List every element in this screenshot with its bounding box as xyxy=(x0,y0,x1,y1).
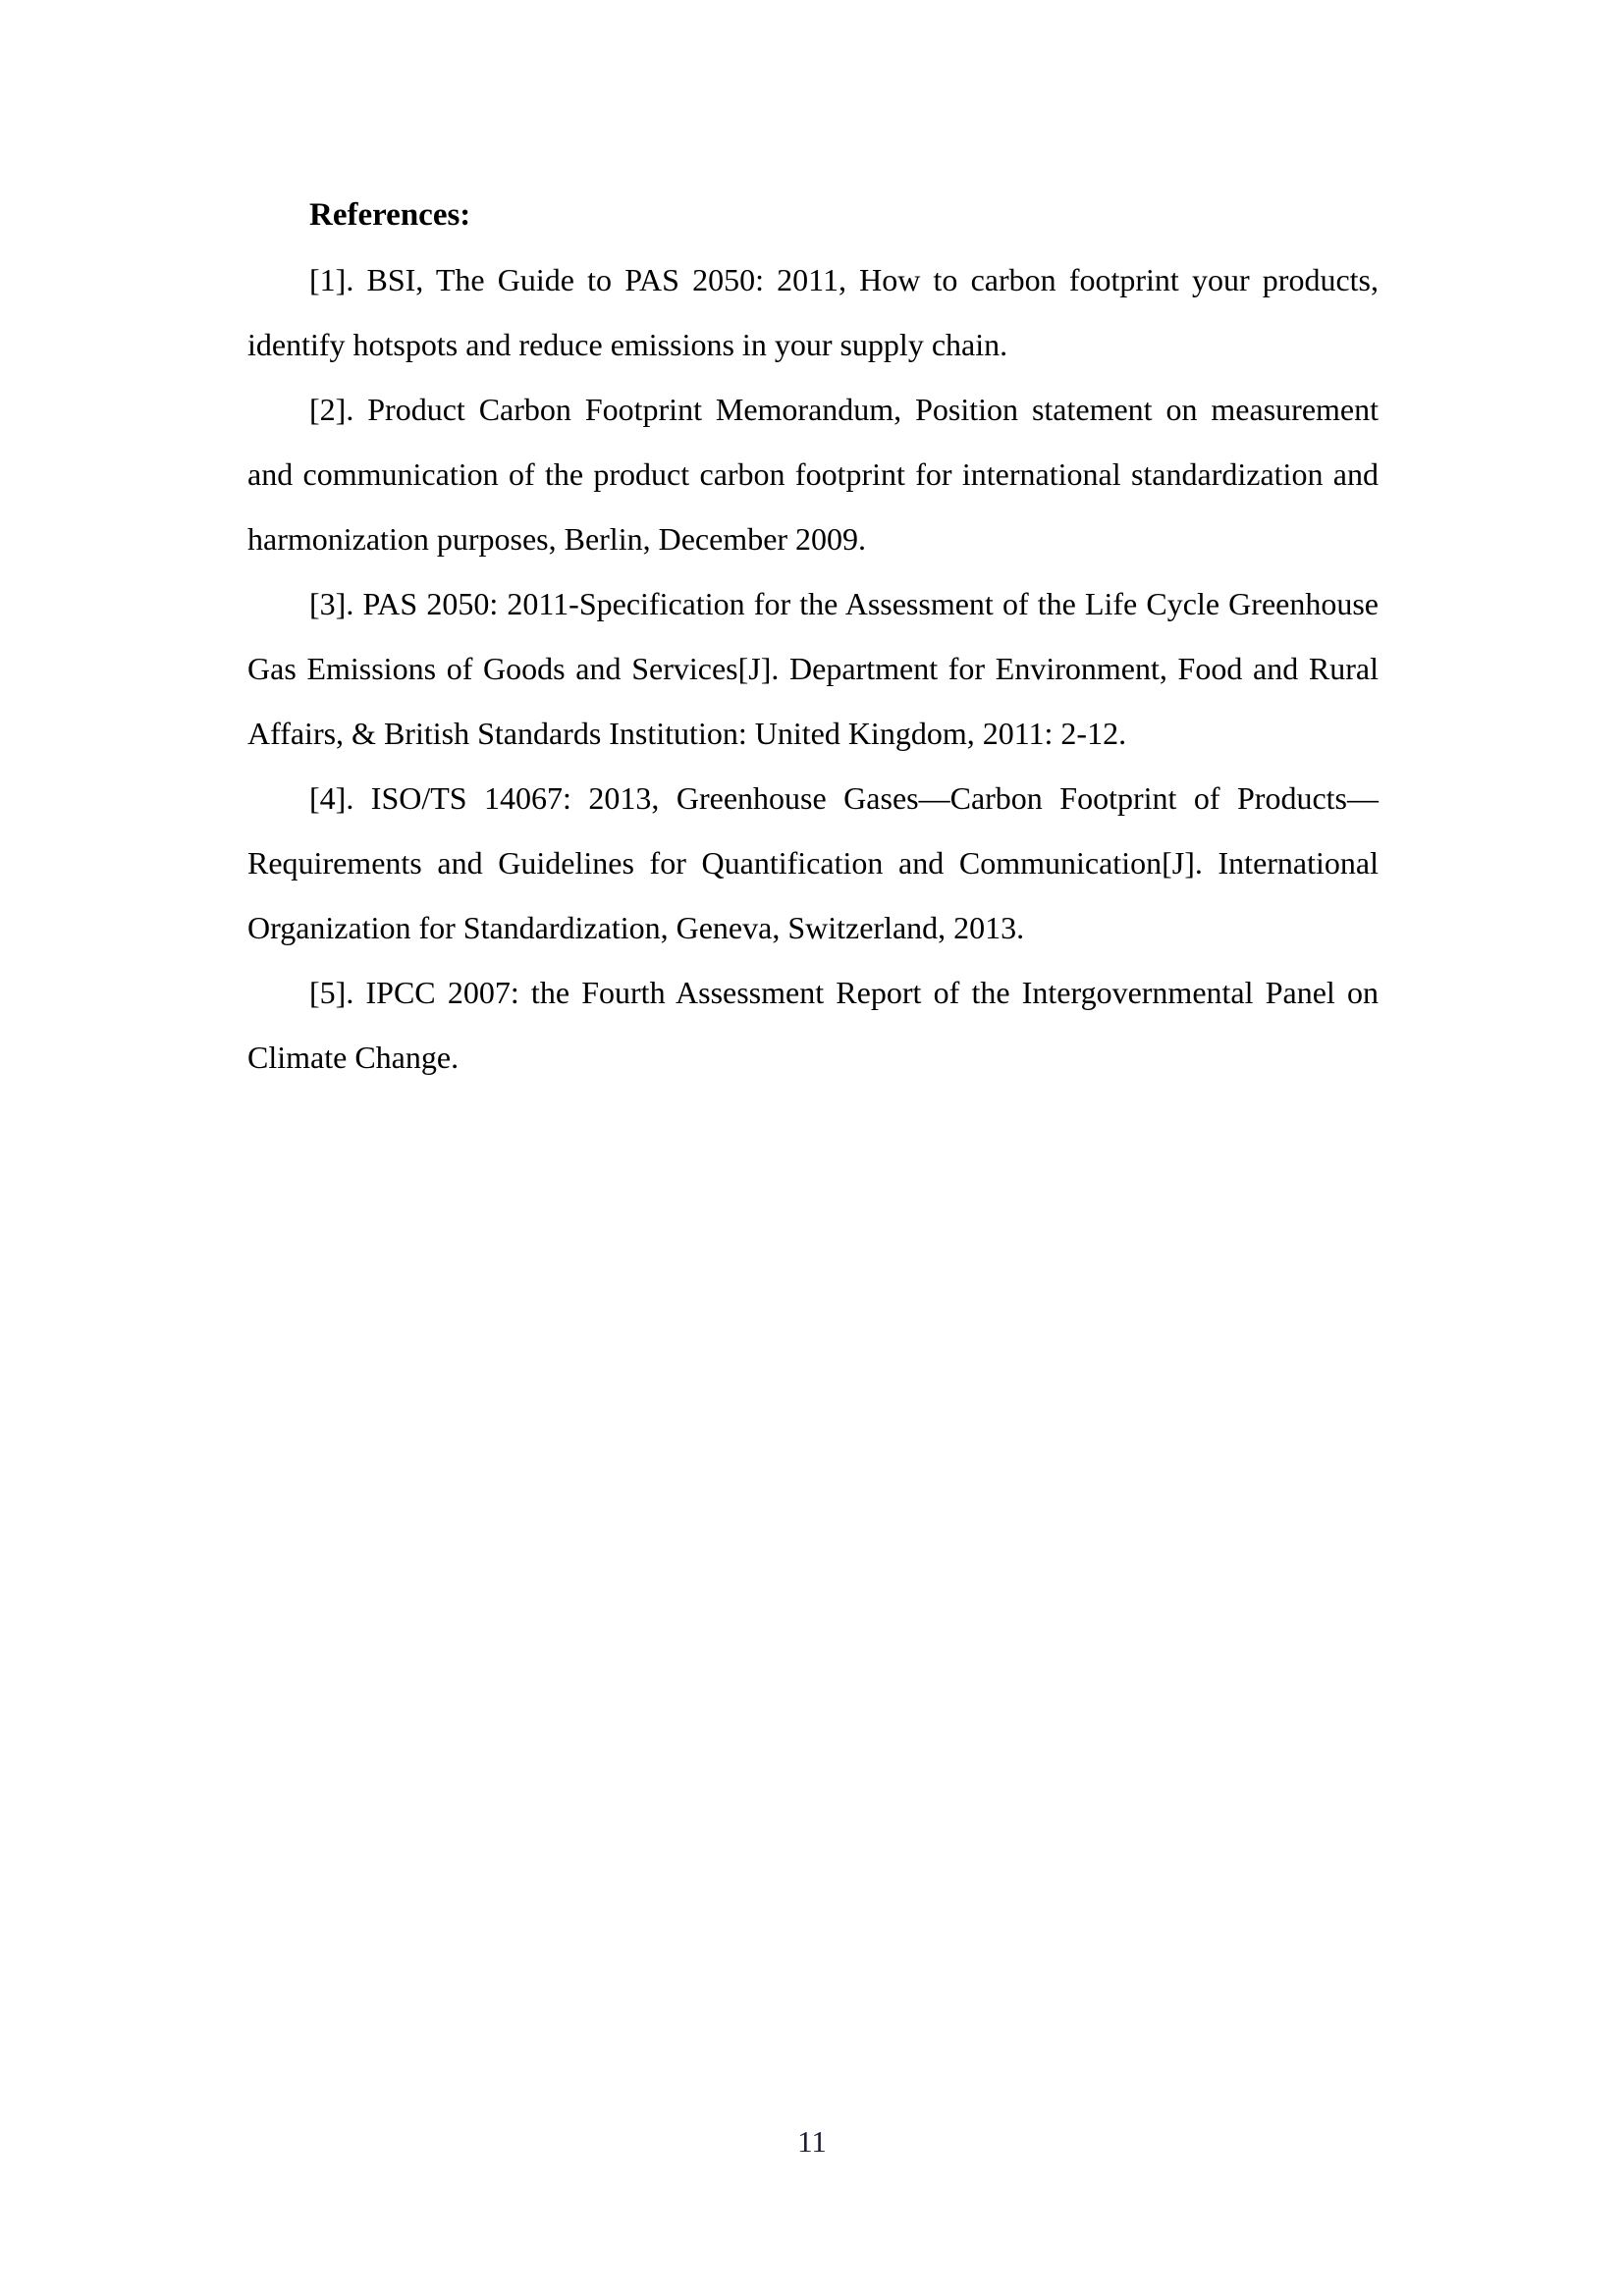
reference-item-3: [3]. PAS 2050: 2011-Specification for the Assessment of the Life Cycle Greenhouse Gas Emissions of Goods and Services[J]. Department for Environment, Food and Rural Affairs, & British Standards Institution: United Kingdom, 2011: 2-12. xyxy=(247,586,1379,751)
reference-item-1: [1]. BSI, The Guide to PAS 2050: 2011, How to carbon footprint your products, identify hotspots and reduce emissions in your supply chain. xyxy=(247,262,1379,362)
reference-item-5: [5]. IPCC 2007: the Fourth Assessment Report of the Intergovernmental Panel on Climate Change. xyxy=(247,975,1379,1075)
reference-item-2: [2]. Product Carbon Footprint Memorandum, Position statement on measurement and communication of the product carbon footprint for international standardization and harmonization purposes, Berlin, December 2009. xyxy=(247,392,1379,557)
reference-item-4: [4]. ISO/TS 14067: 2013, Greenhouse Gases—Carbon Footprint of Products—Requirements and Guidelines for Quantification and Communication[J]. International Organization for Standardization, Geneva, Switzerland, 2013. xyxy=(247,780,1379,945)
page-number: 11 xyxy=(797,2124,827,2159)
references-section xyxy=(247,183,1379,1090)
references-heading: References: xyxy=(309,197,471,233)
